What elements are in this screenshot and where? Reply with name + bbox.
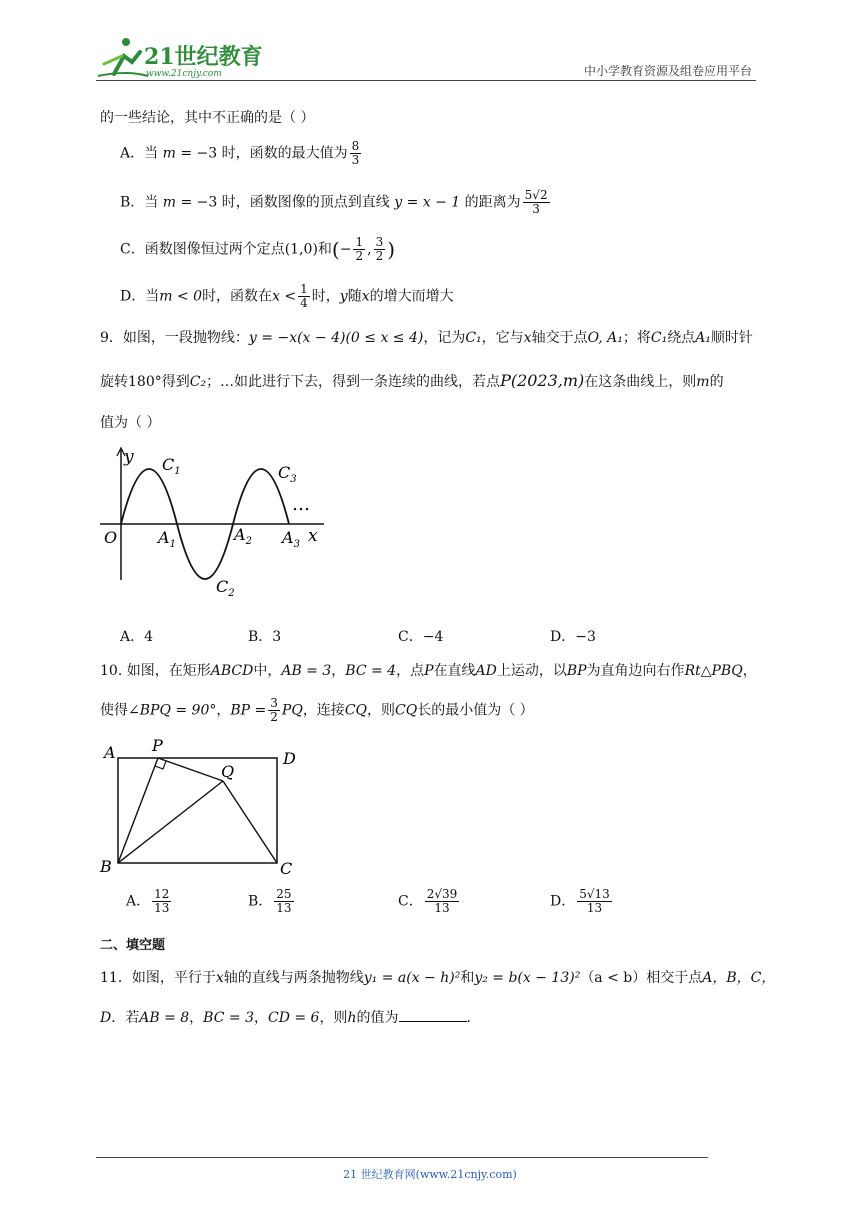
q9-stem-line2: 旋转180°得到C₂；…如此进行下去，得到一条连续的曲线，若点P(2023,m)在这条曲线上，则m的 [100, 371, 724, 390]
svg-text:C1: $C_1$ [162, 455, 181, 477]
q11-stem-line2: D．若AB = 8，BC = 3，CD = 6，则h的值为 . [100, 1010, 471, 1026]
q9-stem-line3: 值为（ ） [100, 415, 161, 431]
q10-stem-line2: 使得∠BPQ = 90°，BP = $\frac{3}{2}$ PQ，连接CQ，则CQ长的最小值为（ ） [100, 696, 534, 724]
q8-tail: 的一些结论，其中不正确的是（ ） [100, 110, 315, 126]
footer-text: 21 世纪教育网(www.21cnjy.com) [343, 1168, 517, 1181]
svg-text:A1: $A_1$ [158, 528, 176, 550]
svg-text:C2: $C_2$ [216, 577, 235, 599]
q10-option-a: A． $\frac{12}{13}$ [126, 887, 170, 915]
answer-blank[interactable] [399, 1009, 467, 1022]
svg-text:C3: $C_3$ [278, 463, 297, 485]
q9-option-b: B．3 [248, 629, 282, 645]
segment-pq [158, 758, 223, 781]
svg-text:y: y [124, 447, 134, 467]
q9-stem-line1: 9．如图，一段抛物线：y = −x(x − 4)(0 ≤ x ≤ 4)，记为C₁，它与x轴交于点O, A₁；将C₁绕点A₁顺时针 [100, 330, 753, 346]
q10-option-d: D． $\frac{5√13}{13}$ [550, 887, 610, 915]
footer-divider [96, 1157, 708, 1158]
svg-text:D: D [283, 749, 296, 768]
svg-text:x: x [308, 526, 318, 546]
site-logo [96, 34, 266, 80]
svg-text:C: C [280, 859, 293, 878]
q8-option-c: C．函数图像恒过两个定点(1,0)和(− $\frac{1}{2}$ , $\frac{3}{2}$ ) [120, 235, 396, 263]
section-heading: 二、填空题 [100, 938, 166, 953]
header-divider [96, 80, 756, 81]
svg-text:B: B [100, 857, 112, 876]
rectangle-abcd [118, 758, 277, 863]
svg-text:21世纪教育: 21世纪教育 [144, 44, 263, 70]
svg-text:…: … [292, 494, 310, 515]
segment-cq [223, 781, 277, 863]
q10-option-b: B． $\frac{25}{13}$ [248, 887, 292, 915]
platform-name: 中小学教育资源及组卷应用平台 [583, 64, 752, 78]
q8-option-d: D．当m < 0时，函数在x < $\frac{1}{4}$ 时，y随x的增大而增大 [120, 282, 454, 310]
q9-option-a: A．4 [120, 629, 154, 645]
q9-figure [96, 440, 336, 610]
svg-text:A: A [104, 743, 116, 762]
svg-text:Q: Q [221, 762, 235, 781]
q8-option-b: B．当 m = −3 时，函数图像的顶点到直线 y = x − 1 的距离为 $\frac{5√2}{3}$ [120, 188, 548, 216]
svg-text:www.21cnjy.com: www.21cnjy.com [146, 69, 222, 79]
svg-text:A3: $A_3$ [282, 528, 300, 550]
svg-text:A2: $A_2$ [234, 525, 252, 547]
q9-option-c: C．−4 [398, 629, 444, 645]
q10-option-c: C． $\frac{2√39}{13}$ [398, 887, 458, 915]
q10-stem-line1: 10. 如图，在矩形ABCD中，AB = 3，BC = 4，点P在直线AD上运动，以BP为直角边向右作Rt△PBQ， [100, 663, 757, 679]
q10-figure [96, 736, 316, 881]
svg-text:P: P [152, 736, 163, 755]
svg-text:O: O [104, 528, 118, 547]
q8-option-a: A．当 m = −3 时，函数的最大值为 $\frac{8}{3}$ [120, 139, 360, 167]
q11-stem-line1: 11．如图，平行于x轴的直线与两条抛物线y₁ = a(x − h)²和y₂ = b(x − 13)²（a < b）相交于点A，B，C， [100, 970, 776, 986]
q9-option-d: D．−3 [550, 629, 596, 645]
